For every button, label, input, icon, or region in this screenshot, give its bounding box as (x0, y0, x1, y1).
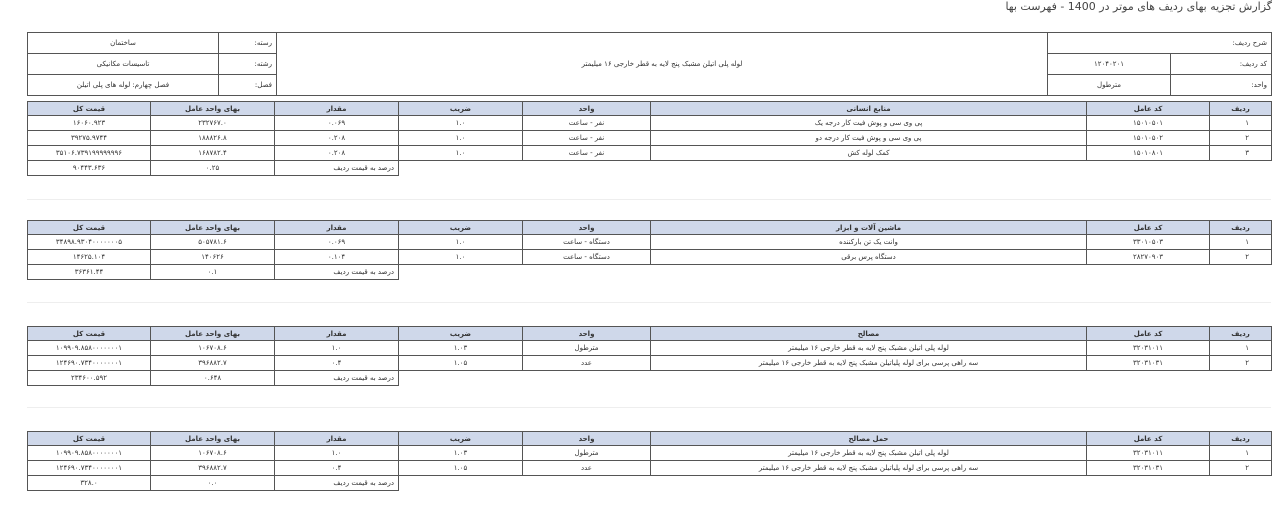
table-row (28, 446, 1272, 461)
row-total: ۱۶۰۶۰.۹۲۳ (28, 116, 151, 131)
row-code: ۳۳۰۱۰۵۰۳ (1087, 235, 1210, 250)
row-number: ۱ (1210, 446, 1272, 461)
row-number: ۲ (1210, 461, 1272, 476)
row-qty: ۰.۰۶۹ (275, 116, 399, 131)
row-unit-price: ۱۴۰۶۲۶ (151, 250, 275, 265)
section-sum: ۳۲۸.۰ (28, 476, 151, 491)
row-unit: نفر - ساعت (523, 131, 651, 146)
row-desc: سه راهی پرسی برای لوله پلیاتیلن مشبک پنج لایه به قطر خارجی ۱۶ میلیمتر (651, 356, 1087, 371)
row-coef: ۱.۰ (399, 235, 523, 250)
table-row (28, 341, 1272, 356)
table-row (28, 235, 1272, 250)
row-unit: عدد (523, 356, 651, 371)
table-row (28, 146, 1272, 161)
row-total: ۱۲۴۶۹۰.۷۳۴۰۰۰۰۰۰۰۱ (28, 356, 151, 371)
row-unit: مترطول (523, 341, 651, 356)
code-label: کد ردیف: (1171, 54, 1272, 75)
row-unit-price: ۲۳۲۷۶۷.۰ (151, 116, 275, 131)
row-qty: ۱.۰ (275, 446, 399, 461)
row-code: ۳۲۰۳۱۰۱۱ (1087, 341, 1210, 356)
summary-row (28, 371, 1272, 386)
row-code: ۱۵۰۱۰۵۰۲ (1087, 131, 1210, 146)
row-number: ۲ (1210, 131, 1272, 146)
row-qty: ۰.۰۶۹ (275, 235, 399, 250)
divider (27, 302, 1271, 303)
percent-value: ۰.۱ (151, 265, 275, 280)
row-unit: مترطول (523, 446, 651, 461)
section-sum: ۹۰۴۴۳.۶۳۶ (28, 161, 151, 176)
field-label: رشته: (219, 54, 277, 75)
col-row-header: ردیف (1210, 327, 1272, 341)
col-unit-price-header: بهای واحد عامل (151, 221, 275, 235)
divider (27, 199, 1271, 200)
row-unit-price: ۱۶۸۷۸۲.۴ (151, 146, 275, 161)
row-qty: ۱.۰ (275, 341, 399, 356)
field-value: تاسیسات مکانیکی (28, 54, 219, 75)
col-total-header: قیمت کل (28, 327, 151, 341)
row-unit-price: ۱۸۸۸۲۶.۸ (151, 131, 275, 146)
col-unit-price-header: بهای واحد عامل (151, 102, 275, 116)
col-code-header: کد عامل (1087, 432, 1210, 446)
summary-row (28, 161, 1272, 176)
row-qty: ۰.۴ (275, 461, 399, 476)
row-desc: وانت یک تن بارکننده (651, 235, 1087, 250)
desc-label: شرح ردیف: (1048, 33, 1272, 54)
table-row (28, 116, 1272, 131)
row-desc: کمک لوله کش (651, 146, 1087, 161)
row-desc: پی وی سی و پوش فیت کار درجه دو (651, 131, 1087, 146)
col-unit-header: واحد (523, 221, 651, 235)
row-coef: ۱.۰ (399, 146, 523, 161)
row-coef: ۱.۰۳ (399, 341, 523, 356)
row-desc: لوله پلی اتیلن مشبک پنج لایه به قطر خارجی ۱۶ میلیمتر (651, 341, 1087, 356)
col-coef-header: ضریب (399, 432, 523, 446)
percent-value: ۰.۶۴۸ (151, 371, 275, 386)
row-description: لوله پلی اتیلن مشبک پنج لایه به قطر خارجی ۱۶ میلیمتر (277, 33, 1048, 96)
percent-value: ۰.۲۵ (151, 161, 275, 176)
category-label: رسته: (219, 33, 277, 54)
percent-label: درصد به قیمت ردیف (275, 161, 399, 176)
row-code: ۳۲۰۳۱۰۳۱ (1087, 461, 1210, 476)
row-qty: ۰.۱۰۴ (275, 250, 399, 265)
table-row (28, 131, 1272, 146)
row-coef: ۱.۰ (399, 131, 523, 146)
col-unit-price-header: بهای واحد عامل (151, 327, 275, 341)
row-qty: ۰.۲۰۸ (275, 131, 399, 146)
row-number: ۱ (1210, 116, 1272, 131)
col-row-header: ردیف (1210, 221, 1272, 235)
col-unit-header: واحد (523, 102, 651, 116)
chapter-value: فصل چهارم: لوله های پلی اتیلن (28, 75, 219, 96)
summary-row (28, 265, 1272, 280)
report-title: گزارش تجزیه بهای ردیف های موتر در 1400 - فهرست بها (1005, 0, 1272, 13)
col-qty-header: مقدار (275, 327, 399, 341)
code-value: ۱۲۰۴۰۲۰۱ (1048, 54, 1171, 75)
col-row-header: ردیف (1210, 432, 1272, 446)
col-total-header: قیمت کل (28, 432, 151, 446)
col-total-header: قیمت کل (28, 221, 151, 235)
chapter-label: فصل: (219, 75, 277, 96)
col-code-header: کد عامل (1087, 221, 1210, 235)
section-machinery (27, 220, 1272, 280)
col-coef-header: ضریب (399, 102, 523, 116)
col-resource-header: منابع انسانی (651, 102, 1087, 116)
col-coef-header: ضریب (399, 327, 523, 341)
row-unit: نفر - ساعت (523, 146, 651, 161)
section-sum: ۲۳۴۶۰۰.۵۹۲ (28, 371, 151, 386)
section-materials-transport (27, 431, 1272, 491)
row-desc: دستگاه پرس برقی (651, 250, 1087, 265)
table-row (28, 461, 1272, 476)
row-coef: ۱.۰۳ (399, 446, 523, 461)
row-unit: عدد (523, 461, 651, 476)
table-row (28, 356, 1272, 371)
row-code: ۳۲۰۳۱۰۱۱ (1087, 446, 1210, 461)
category-value: ساختمان (28, 33, 219, 54)
col-resource-header: مصالح (651, 327, 1087, 341)
row-code: ۱۵۰۱۰۸۰۱ (1087, 146, 1210, 161)
row-number: ۳ (1210, 146, 1272, 161)
row-unit: دستگاه - ساعت (523, 250, 651, 265)
col-unit-price-header: بهای واحد عامل (151, 432, 275, 446)
row-total: ۳۹۲۷۵.۹۷۴۴ (28, 131, 151, 146)
col-resource-header: حمل مصالح (651, 432, 1087, 446)
row-unit-price: ۳۹۶۸۸۲.۷ (151, 461, 275, 476)
row-total: ۱۲۴۶۹۰.۷۳۴۰۰۰۰۰۰۰۱ (28, 461, 151, 476)
percent-value: ۰.۰ (151, 476, 275, 491)
row-number: ۲ (1210, 250, 1272, 265)
row-total: ۱۰۹۹۰۹.۸۵۸۰۰۰۰۰۰۰۱ (28, 446, 151, 461)
row-code: ۲۸۲۷۰۹۰۳ (1087, 250, 1210, 265)
section-sum: ۳۶۳۶۱.۴۴ (28, 265, 151, 280)
row-unit-price: ۵۰۵۷۸۱.۶ (151, 235, 275, 250)
row-desc: سه راهی پرسی برای لوله پلیاتیلن مشبک پنج لایه به قطر خارجی ۱۶ میلیمتر (651, 461, 1087, 476)
row-unit-price: ۳۹۶۸۸۲.۷ (151, 356, 275, 371)
col-qty-header: مقدار (275, 432, 399, 446)
row-desc: لوله پلی اتیلن مشبک پنج لایه به قطر خارجی ۱۶ میلیمتر (651, 446, 1087, 461)
row-unit: نفر - ساعت (523, 116, 651, 131)
col-unit-header: واحد (523, 327, 651, 341)
row-qty: ۰.۲۰۸ (275, 146, 399, 161)
row-coef: ۱.۰۵ (399, 461, 523, 476)
row-unit: دستگاه - ساعت (523, 235, 651, 250)
row-coef: ۱.۰۵ (399, 356, 523, 371)
table-row (28, 250, 1272, 265)
percent-label: درصد به قیمت ردیف (275, 476, 399, 491)
row-code: ۳۲۰۳۱۰۳۱ (1087, 356, 1210, 371)
col-row-header: ردیف (1210, 102, 1272, 116)
percent-label: درصد به قیمت ردیف (275, 265, 399, 280)
col-qty-header: مقدار (275, 102, 399, 116)
row-number: ۱ (1210, 235, 1272, 250)
section-materials (27, 326, 1272, 386)
row-total: ۳۴۸۹۸.۹۳۰۴۰۰۰۰۰۰۰۵ (28, 235, 151, 250)
unit-value: مترطول (1048, 75, 1171, 96)
row-coef: ۱.۰ (399, 250, 523, 265)
percent-label: درصد به قیمت ردیف (275, 371, 399, 386)
col-coef-header: ضریب (399, 221, 523, 235)
row-desc: پی وی سی و پوش فیت کار درجه یک (651, 116, 1087, 131)
divider (27, 407, 1271, 408)
row-unit-price: ۱۰۶۷۰۸.۶ (151, 341, 275, 356)
row-coef: ۱.۰ (399, 116, 523, 131)
col-qty-header: مقدار (275, 221, 399, 235)
row-total: ۳۵۱۰۶.۷۳۹۱۹۹۹۹۹۹۹۶ (28, 146, 151, 161)
row-qty: ۰.۴ (275, 356, 399, 371)
col-code-header: کد عامل (1087, 327, 1210, 341)
col-resource-header: ماشین آلات و ابزار (651, 221, 1087, 235)
row-total: ۱۴۶۲۵.۱۰۴ (28, 250, 151, 265)
row-number: ۱ (1210, 341, 1272, 356)
unit-label: واحد: (1171, 75, 1272, 96)
col-code-header: کد عامل (1087, 102, 1210, 116)
col-unit-header: واحد (523, 432, 651, 446)
summary-row (28, 476, 1272, 491)
row-code: ۱۵۰۱۰۵۰۱ (1087, 116, 1210, 131)
col-total-header: قیمت کل (28, 102, 151, 116)
row-number: ۲ (1210, 356, 1272, 371)
row-total: ۱۰۹۹۰۹.۸۵۸۰۰۰۰۰۰۰۱ (28, 341, 151, 356)
row-unit-price: ۱۰۶۷۰۸.۶ (151, 446, 275, 461)
info-table (27, 32, 1272, 96)
section-human-resources (27, 101, 1272, 176)
